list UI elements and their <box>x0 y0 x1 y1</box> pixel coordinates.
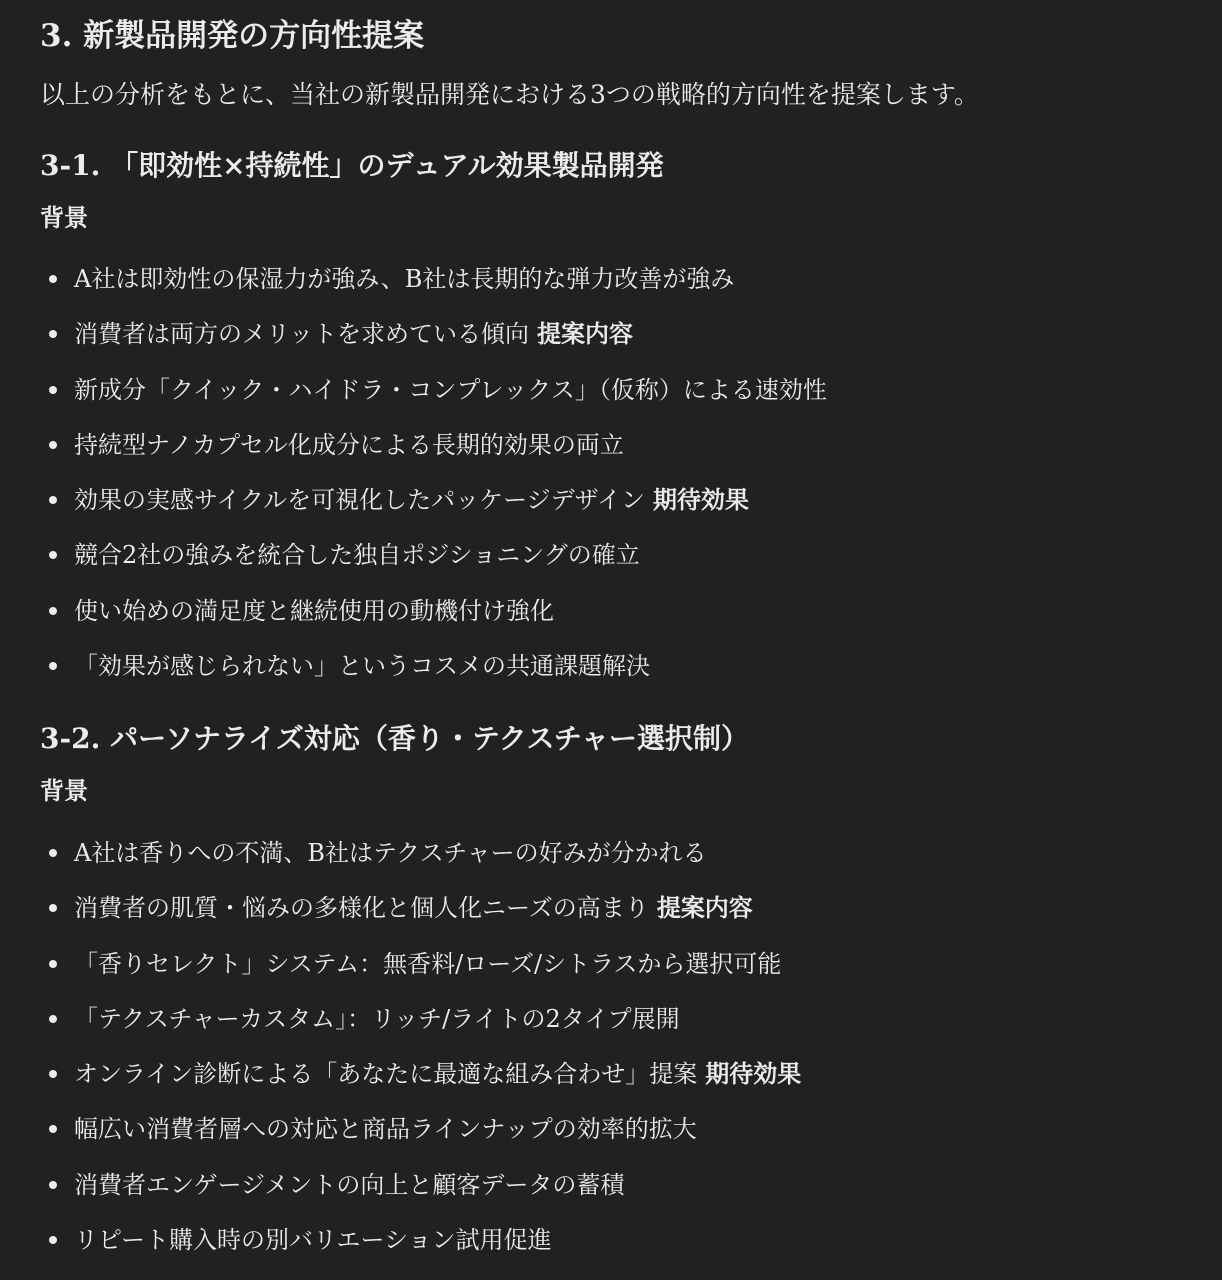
bullet-list <box>40 832 801 1274</box>
list-item <box>40 369 835 424</box>
bullet-icon <box>49 1015 57 1023</box>
bullet-icon <box>49 904 57 912</box>
list-item-text: 持続型ナノカプセル化成分による長期的効果の両立 <box>74 430 624 459</box>
list-item <box>40 943 801 998</box>
list-item <box>40 534 835 589</box>
bullet-icon <box>49 1236 57 1244</box>
subsection-title: 3-2. パーソナライズ対応（香り・テクスチャー選択制） <box>40 722 750 755</box>
list-item-text: 効果の実感サイクルを可視化したパッケージデザイン <box>74 486 645 515</box>
list-item-text: 「テクスチャーカスタム」：リッチ/ライトの2タイプ展開 <box>74 1004 680 1033</box>
bullet-icon <box>49 275 57 283</box>
bullet-icon <box>49 960 57 968</box>
bullet-icon <box>49 386 57 394</box>
list-item-text: 「効果が感じられない」というコスメの共通課題解決 <box>74 652 650 681</box>
list-item-text: 新成分「クイック・ハイドラ・コンプレックス」（仮称）による速効性 <box>74 375 827 404</box>
bullet-icon <box>49 1125 57 1133</box>
bullet-icon <box>49 607 57 615</box>
list-item <box>40 998 801 1053</box>
bullet-icon <box>49 662 57 670</box>
list-item-text: 競合2社の強みを統合した独自ポジショニングの確立 <box>74 541 640 570</box>
bullet-icon <box>49 441 57 449</box>
list-item-text: 使い始めの満足度と継続使用の動機付け強化 <box>74 596 554 625</box>
list-item-text: A社は香りへの不満、B社はテクスチャーの好みが分かれる <box>74 839 707 867</box>
list-item-heading: 提案内容 <box>656 893 753 923</box>
list-item <box>40 832 801 887</box>
list-item-heading: 期待効果 <box>652 485 749 515</box>
list-item <box>40 1053 801 1108</box>
list-item-text: オンライン診断による「あなたに最適な組み合わせ」提案 <box>74 1060 698 1089</box>
background-label: 背景 <box>40 203 88 232</box>
list-item <box>40 424 835 479</box>
list-item <box>40 1219 801 1274</box>
bullet-icon <box>49 1070 57 1078</box>
list-item <box>40 258 835 313</box>
list-item <box>40 479 835 534</box>
list-item-text: 消費者エンゲージメントの向上と顧客データの蓄積 <box>74 1170 625 1199</box>
list-item <box>40 590 835 645</box>
section-title: 3. 新製品開発の方向性提案 <box>40 18 425 54</box>
bullet-icon <box>49 551 57 559</box>
subsection-title: 3-1. 「即効性×持続性」のデュアル効果製品開発 <box>40 149 664 182</box>
list-item <box>40 887 801 942</box>
list-item <box>40 645 835 700</box>
list-item <box>40 1164 801 1219</box>
list-item <box>40 313 835 368</box>
bullet-icon <box>49 849 57 857</box>
bullet-icon <box>49 330 57 338</box>
list-item-text: 消費者の肌質・悩みの多様化と個人化ニーズの高まり <box>74 894 649 923</box>
list-item-text: 消費者は両方のメリットを求めている傾向 <box>74 320 530 349</box>
bullet-icon <box>49 1181 57 1189</box>
list-item <box>40 1108 801 1163</box>
background-label: 背景 <box>40 776 88 805</box>
list-item-text: 「香りセレクト」システム：無香料/ローズ/シトラスから選択可能 <box>74 949 782 978</box>
list-item-heading: 期待効果 <box>705 1059 802 1089</box>
section-intro: 以上の分析をもとに、当社の新製品開発における3つの戦略的方向性を提案します。 <box>40 80 979 109</box>
list-item-heading: 提案内容 <box>537 319 634 349</box>
list-item-text: リピート購入時の別バリエーション試用促進 <box>74 1226 552 1255</box>
bullet-list <box>40 258 835 700</box>
list-item-text: 幅広い消費者層への対応と商品ラインナップの効率的拡大 <box>74 1115 697 1144</box>
list-item-text: A社は即効性の保湿力が強み、B社は長期的な弾力改善が強み <box>74 265 735 293</box>
bullet-icon <box>49 496 57 504</box>
